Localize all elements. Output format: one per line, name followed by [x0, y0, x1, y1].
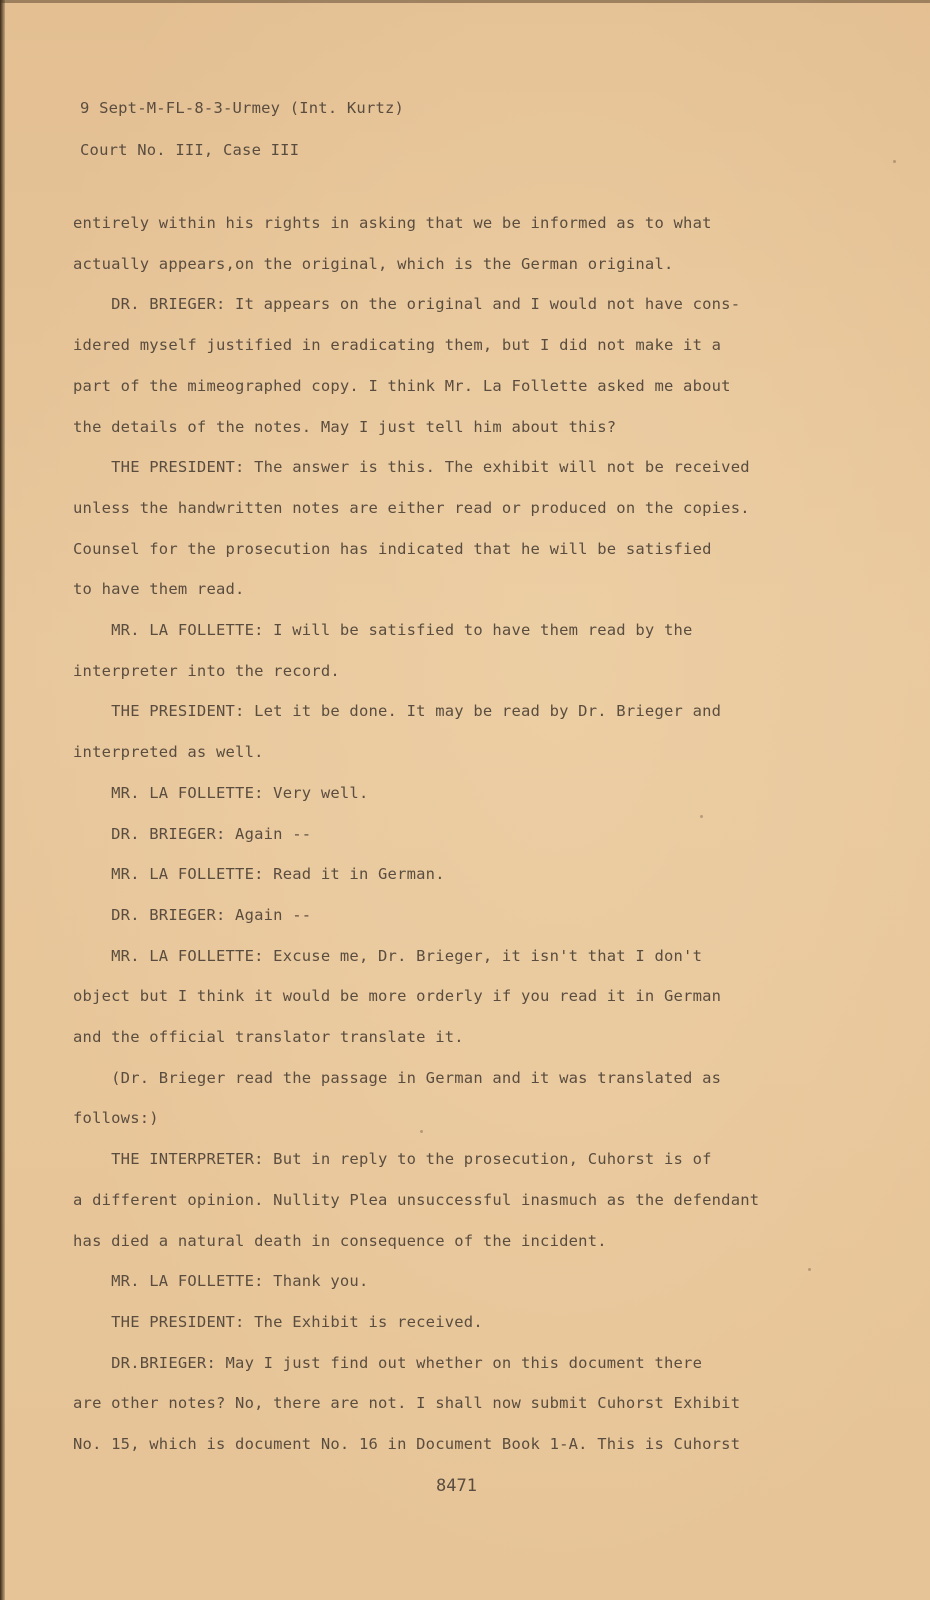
paper-speck — [420, 1130, 423, 1133]
transcript-line: has died a natural death in consequence of the incident. — [73, 1231, 607, 1250]
transcript-line: part of the mimeographed copy. I think Mr. La Follette asked me about — [73, 376, 731, 395]
transcript-line: and the official translator translate it. — [73, 1028, 464, 1046]
transcript-line: to have them read. — [73, 580, 245, 599]
page-left-edge — [0, 0, 5, 1600]
transcript-line: DR. BRIEGER: Again -- — [73, 824, 312, 843]
transcript-line: DR. BRIEGER: It appears on the original and I would not have cons- — [73, 295, 741, 314]
transcript-line: THE INTERPRETER: But in reply to the prosecution, Cuhorst is of — [73, 1150, 712, 1169]
transcript-line: MR. LA FOLLETTE: Thank you. — [73, 1272, 369, 1291]
transcript-line: MR. LA FOLLETTE: Read it in German. — [73, 865, 445, 884]
transcript-line: entirely within his rights in asking that we be informed as to what — [73, 214, 712, 232]
transcript-line: DR. BRIEGER: Again -- — [73, 905, 312, 924]
transcript-line: the details of the notes. May I just tell him about this? — [73, 417, 617, 436]
transcript-line: follows:) — [73, 1109, 159, 1128]
transcript-line: a different opinion. Nullity Plea unsuccessful inasmuch as the defendant — [73, 1190, 760, 1209]
header-case-reference: 9 Sept-M-FL-8-3-Urmey (Int. Kurtz) — [80, 99, 405, 117]
transcript-line: actually appears,on the original, which is the German original. — [73, 254, 674, 273]
transcript-line: MR. LA FOLLETTE: Excuse me, Dr. Brieger, it isn't that I don't — [73, 946, 703, 965]
transcript-line: THE PRESIDENT: Let it be done. It may be read by Dr. Brieger and — [73, 702, 722, 721]
transcript-line: are other notes? No, there are not. I shall now submit Cuhorst Exhibit — [73, 1394, 741, 1413]
transcript-line: THE PRESIDENT: The Exhibit is received. — [73, 1312, 483, 1331]
transcript-line: No. 15, which is document No. 16 in Document Book 1-A. This is Cuhorst — [73, 1435, 741, 1453]
transcript-line: object but I think it would be more orderly if you read it in German — [73, 987, 722, 1006]
paper-speck — [700, 815, 703, 818]
paper-speck — [893, 160, 896, 163]
transcript-line: DR.BRIEGER: May I just find out whether on this document there — [73, 1353, 703, 1372]
transcript-line: interpreter into the record. — [73, 661, 340, 680]
transcript-line: MR. LA FOLLETTE: Very well. — [73, 783, 369, 802]
page-number: 8471 — [436, 1476, 477, 1496]
paper-speck — [808, 1268, 811, 1271]
transcript-line: idered myself justified in eradicating them, but I did not make it a — [73, 336, 722, 355]
transcript-line: Counsel for the prosecution has indicated that he will be satisfied — [73, 539, 712, 558]
transcript-line: MR. LA FOLLETTE: I will be satisfied to have them read by the — [73, 621, 693, 639]
transcript-line: unless the handwritten notes are either read or produced on the copies. — [73, 498, 750, 517]
transcript-line: interpreted as well. — [73, 743, 264, 762]
header-court-case: Court No. III, Case III — [80, 141, 300, 159]
transcript-line: THE PRESIDENT: The answer is this. The exhibit will not be received — [73, 458, 750, 477]
transcript-line: (Dr. Brieger read the passage in German and it was translated as — [73, 1068, 722, 1087]
page-top-edge — [0, 0, 930, 3]
